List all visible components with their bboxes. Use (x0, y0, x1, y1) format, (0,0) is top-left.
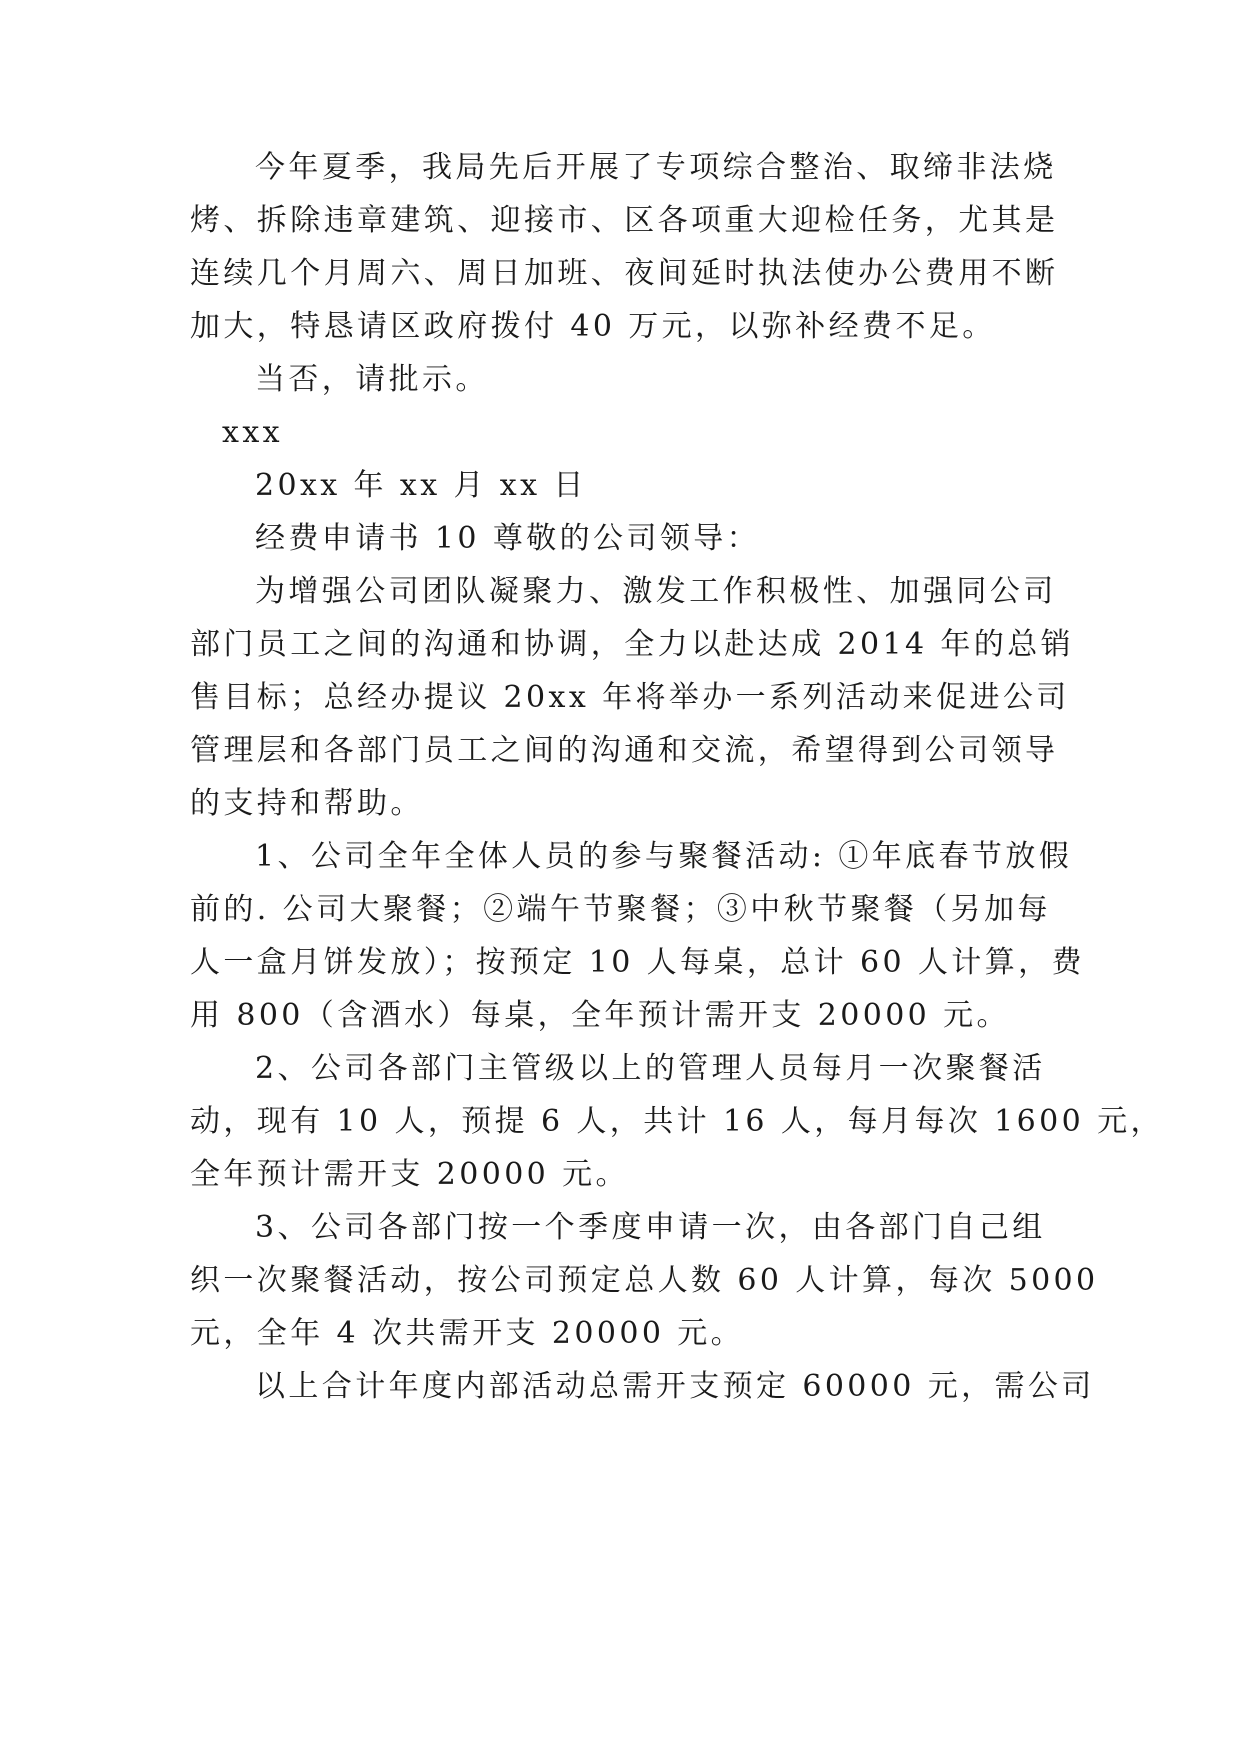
paragraph-line: 元，全年 4 次共需开支 20000 元。 (190, 1316, 745, 1351)
list-item-3: 3、公司各部门按一个季度申请一次，由各部门自己组 (255, 1210, 1046, 1245)
paragraph-line: 全年预计需开支 20000 元。 (190, 1157, 629, 1192)
signature-date: 20xx 年 xx 月 xx 日 (255, 468, 587, 503)
paragraph-line: 烤、拆除违章建筑、迎接市、区各项重大迎检任务，尤其是 (190, 203, 1059, 238)
paragraph-line: 管理层和各部门员工之间的沟通和交流，希望得到公司领导 (190, 733, 1059, 768)
paragraph-line: 售目标；总经办提议 20xx 年将举办一系列活动来促进公司 (190, 680, 1070, 715)
paragraph-line: 加大，特恳请区政府拨付 40 万元，以弥补经费不足。 (190, 309, 996, 344)
list-item-2: 2、公司各部门主管级以上的管理人员每月一次聚餐活 (255, 1051, 1046, 1086)
paragraph-line: 的支持和帮助。 (190, 786, 424, 821)
paragraph-line: 连续几个月周六、周日加班、夜间延时执法使办公费用不断 (190, 256, 1059, 291)
paragraph-line: 当否，请批示。 (255, 362, 489, 397)
paragraph-line: 以上合计年度内部活动总需开支预定 60000 元，需公司 (255, 1369, 1095, 1404)
section-heading: 经费申请书 10 尊敬的公司领导： (255, 521, 761, 556)
paragraph-line: 用 800（含酒水）每桌，全年预计需开支 20000 元。 (190, 998, 1010, 1033)
paragraph-line: 为增强公司团队凝聚力、激发工作积极性、加强同公司 (255, 574, 1057, 609)
paragraph-line: 动，现有 10 人，预提 6 人，共计 16 人，每月每次 1600 元， (190, 1104, 1164, 1139)
paragraph-line: 今年夏季，我局先后开展了专项综合整治、取缔非法烧 (255, 150, 1057, 185)
paragraph-line: 前的. 公司大聚餐；②端午节聚餐；③中秋节聚餐（另加每 (190, 892, 1051, 927)
paragraph-line: 人一盒月饼发放）；按预定 10 人每桌，总计 60 人计算，费 (190, 945, 1085, 980)
paragraph-line: 织一次聚餐活动，按公司预定总人数 60 人计算，每次 5000 (190, 1263, 1099, 1298)
signature-name: xxx (222, 415, 283, 450)
list-item-1: 1、公司全年全体人员的参与聚餐活动: ①年底春节放假 (255, 839, 1073, 874)
paragraph-line: 部门员工之间的沟通和协调，全力以赴达成 2014 年的总销 (190, 627, 1075, 662)
